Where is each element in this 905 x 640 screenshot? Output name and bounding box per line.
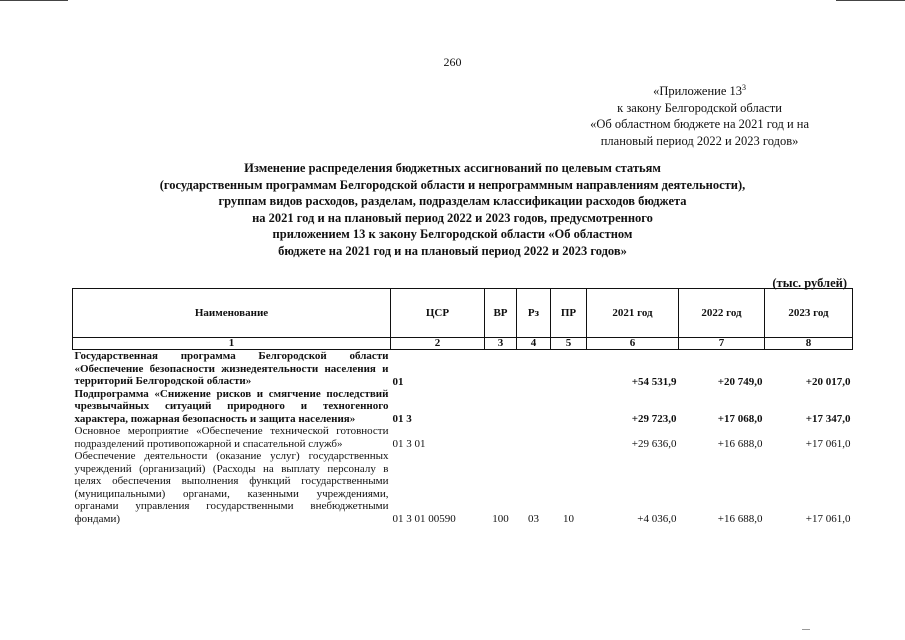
row-vr <box>485 425 517 450</box>
row-rz <box>517 425 551 450</box>
index-cell: 8 <box>765 338 853 350</box>
document-title <box>60 160 845 259</box>
appendix-line-2: к закону Белгородской области <box>617 100 782 115</box>
row-name: Подпрограмма «Снижение рисков и смягчение последствий чрезвычайных ситуаций природного и техногенного характера, пожарная безопасность и защита населения» <box>74 387 389 425</box>
row-pr: 10 <box>563 513 574 525</box>
index-cell: 2 <box>391 338 485 350</box>
row-pr <box>551 350 587 388</box>
table-row <box>73 388 853 426</box>
row-csr: 01 <box>392 375 404 388</box>
table-row <box>73 450 853 525</box>
title-line: бюджете на 2021 год и на плановый период 2022 и 2023 годов» <box>278 243 627 258</box>
index-cell: 6 <box>587 338 679 350</box>
row-vr: 100 <box>492 513 509 525</box>
appendix-line-1: «Приложение $13^3$ <box>653 83 747 99</box>
row-2023: +17 061,0 <box>805 438 851 450</box>
row-pr <box>551 388 587 426</box>
index-cell: 4 <box>517 338 551 350</box>
header-name: Наименование <box>73 289 391 338</box>
header-vr: ВР <box>485 289 517 338</box>
table-row <box>73 425 853 450</box>
top-rule-right <box>836 0 905 1</box>
row-2022: +16 688,0 <box>717 438 763 450</box>
page-number: 260 <box>443 55 462 69</box>
units-label: (тыс. рублей) <box>772 276 847 290</box>
row-2023: +20 017,0 <box>805 375 851 388</box>
title-line: на 2021 год и на плановый период 2022 и 2023 годов, предусмотренного <box>252 210 653 225</box>
appendix-line-3: «Об областном бюджете на 2021 год и на <box>590 117 809 132</box>
budget-table <box>72 288 853 525</box>
header-pr: ПР <box>551 289 587 338</box>
row-name: Государственная программа Белгородской области «Обеспечение безопасности жизнедеятельности населения и территорий Белгородской области» <box>74 350 389 387</box>
row-rz <box>517 350 551 388</box>
row-rz: 03 <box>528 513 539 525</box>
row-name: Основное мероприятие «Обеспечение технической готовности подразделений противопожарной и спасательной служб» <box>74 425 389 450</box>
row-name: Обеспечение деятельности (оказание услуг) государственных учреждений (организаций) (Расходы на выплату персоналу в целях обеспечения выполнения функций государственными (муниципальными) органами, казенными учреждениями, органами управления государственными внебюджетными фондами) <box>74 450 389 525</box>
row-vr <box>485 388 517 426</box>
header-csr: ЦСР <box>391 289 485 338</box>
title-line: группам видов расходов, разделам, подразделам классификации расходов бюджета <box>218 194 687 208</box>
row-2023: +17 347,0 <box>805 413 851 425</box>
appendix-header <box>590 80 809 149</box>
index-cell: 5 <box>551 338 587 350</box>
table-index-row <box>73 338 853 350</box>
row-csr: 01 3 01 <box>392 438 426 450</box>
row-vr <box>485 350 517 388</box>
index-cell: 1 <box>73 338 391 350</box>
table-header-row <box>73 289 853 338</box>
scan-mark <box>802 629 810 634</box>
row-2021: +4 036,0 <box>637 513 677 525</box>
row-pr <box>551 425 587 450</box>
row-2021: +54 531,9 <box>631 375 677 388</box>
title-line: приложением 13 к закону Белгородской области «Об областном <box>272 227 633 241</box>
row-rz <box>517 388 551 426</box>
row-2021: +29 723,0 <box>631 413 677 425</box>
row-2023: +17 061,0 <box>805 513 851 525</box>
index-cell: 7 <box>679 338 765 350</box>
top-rule-left <box>0 0 68 1</box>
header-rz: Рз <box>517 289 551 338</box>
header-2021: 2021 год <box>587 289 679 338</box>
row-2021: +29 636,0 <box>631 438 677 450</box>
title-line: Изменение распределения бюджетных ассигнований по целевым статьям <box>244 161 661 175</box>
header-2023: 2023 год <box>765 289 853 338</box>
appendix-line-4: плановый период 2022 и 2023 годов» <box>600 133 799 148</box>
row-2022: +17 068,0 <box>717 413 763 425</box>
header-2022: 2022 год <box>679 289 765 338</box>
table-row <box>73 350 853 388</box>
row-2022: +20 749,0 <box>717 375 763 388</box>
index-cell: 3 <box>485 338 517 350</box>
title-line: (государственным программам Белгородской области и непрограммным направлениям деятельности), <box>159 177 746 192</box>
row-csr: 01 3 01 00590 <box>392 513 456 525</box>
row-2022: +16 688,0 <box>717 513 763 525</box>
row-csr: 01 3 <box>392 413 412 425</box>
